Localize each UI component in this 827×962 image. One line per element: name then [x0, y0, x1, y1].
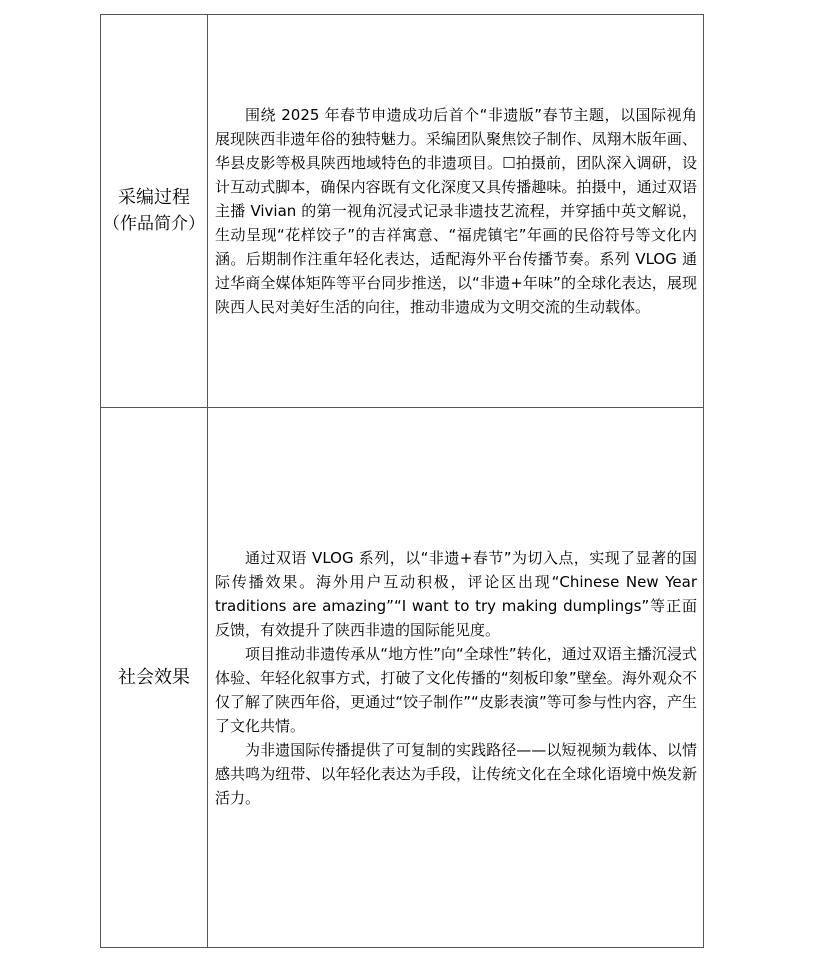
document-table	[100, 14, 704, 948]
row-sublabel: （作品简介）	[103, 214, 205, 234]
row-label: 社会效果	[118, 666, 190, 688]
content-paragraph: 为非遗国际传播提供了可复制的实践路径——以短视频为载体、以情感共鸣为纽带、以年轻化表达为手段，让传统文化在全球化语境中焕发新活力。	[215, 740, 697, 807]
row-content-cell	[208, 408, 704, 948]
content-paragraph: 通过双语 VLOG 系列，以“非遗+春节”为切入点，实现了显著的国际传播效果。海外用户互动积极，评论区出现“Chinese New Year traditions are amazing”“I want to try making dumplings”等正面反馈，有效提升了陕西非遗的国际能见度。	[215, 548, 697, 639]
content-paragraph: 围绕 2025 年春节申遗成功后首个“非遗版”春节主题，以国际视角展现陕西非遗年俗的独特魅力。采编团队聚焦饺子制作、凤翔木版年画、华县皮影等极具陕西地域特色的非遗项目。☐拍摄前，团队深入调研，设计互动式脚本，确保内容既有文化深度又具传播趣味。拍摄中，通过双语主播 Vivian 的第一视角沉浸式记录非遗技艺流程，并穿插中英文解说，生动呈现“花样饺子”的吉祥寓意、“福虎镇宅”年画的民俗符号等文化内涵。后期制作注重年轻化表达，适配海外平台传播节奏。系列 VLOG 通过华商全媒体矩阵等平台同步推送，以“非遗+年味”的全球化表达，展现陕西人民对美好生活的向往，推动非遗成为文明交流的生动载体。	[215, 106, 697, 316]
row-label: 采编过程	[118, 187, 190, 208]
content-paragraph: 项目推动非遗传承从“地方性”向“全球性”转化，通过双语主播沉浸式体验、年轻化叙事方式，打破了文化传播的“刻板印象”壁垒。海外观众不仅了解了陕西年俗，更通过“饺子制作”“皮影表演”等可参与性内容，产生了文化共情。	[215, 644, 697, 735]
table-row-effect	[101, 408, 704, 948]
row-label-cell	[101, 15, 208, 408]
row-content-cell	[208, 15, 704, 408]
table-row-process	[101, 15, 704, 408]
row-label-cell	[101, 408, 208, 948]
